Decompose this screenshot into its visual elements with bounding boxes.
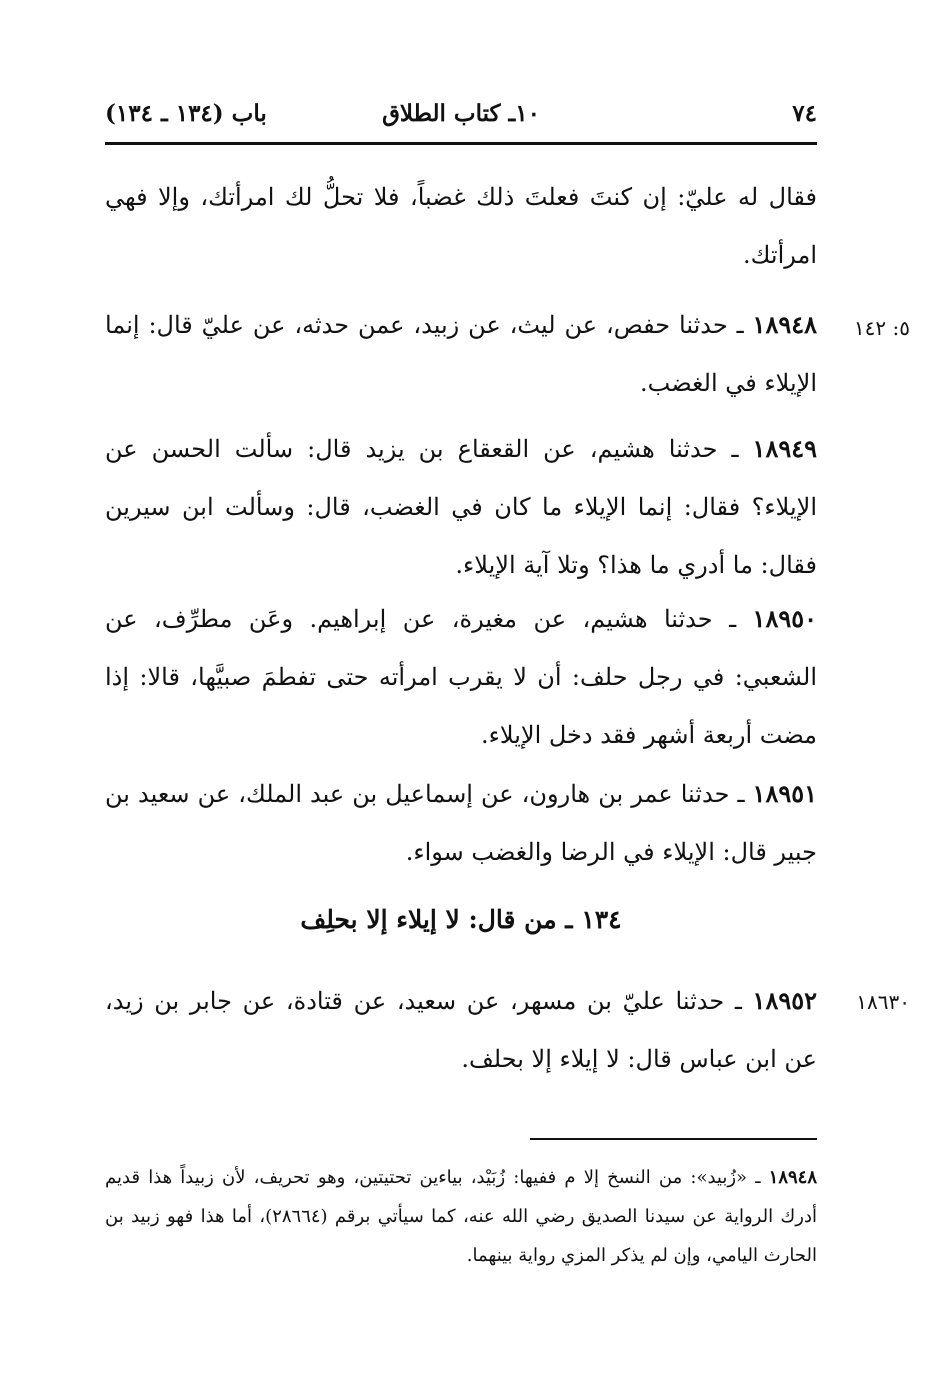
section-heading: ١٣٤ ـ من قال: لا إيلاء إلا بحلِف [300, 905, 622, 934]
intro-paragraph: فقال له عليّ: إن كنتَ فعلتَ ذلك غضباً، فلا تحلُّ لك امرأتك، وإلا فهي امرأتك. [105, 183, 817, 269]
hadith-number: ١٨٩٤٨ [752, 310, 817, 339]
hadith-entry [105, 765, 817, 881]
header-rule [105, 142, 817, 145]
hadith-entry [105, 420, 817, 594]
margin-reference: ٥: ١٤٢ [853, 316, 910, 340]
hadith-text: ـ حدثنا عليّ بن مسهر، عن سعيد، عن قتادة، عن جابر بن زيد، عن ابن عباس قال: لا إيلاء إلا بحلف. [105, 987, 817, 1073]
hadith-entry [105, 296, 817, 412]
book-title: ١٠ـ كتاب الطلاق [382, 100, 540, 127]
hadith-number: ١٨٩٥٢ [752, 986, 817, 1015]
hadith-entry [105, 972, 817, 1088]
page-number: ٧٤ [792, 100, 817, 127]
hadith-number: ١٨٩٤٩ [752, 434, 817, 463]
footnote-text: ـ «زُبيد»: من النسخ إلا م ففيها: زُبَيْد، بياءين تحتيتين، وهو تحريف، لأن زبيداً هذا قديم أدرك الرواية عن سيدنا الصديق رضي الله عنه، كما سيأتي برقم (٢٨٦٦٤)، أما هذا فهو زبيد بن الحارث اليامي، وإن لم يذكر المزي رواية بينهما. [105, 1167, 817, 1266]
hadith-text: ـ حدثنا هشيم، عن مغيرة، عن إبراهيم. وعَن مطرِّف، عن الشعبي: في رجل حلف: أن لا يقرب امرأته حتى تفطمَ صبيَّها، قالا: إذا مضت أربعة أشهر فقد دخل الإيلاء. [105, 605, 817, 749]
hadith-text: ـ حدثنا عمر بن هارون، عن إسماعيل بن عبد الملك، عن سعيد بن جبير قال: الإيلاء في الرضا والغضب سواء. [105, 780, 817, 866]
hadith-number: ١٨٩٥٠ [752, 604, 817, 633]
hadith-text: ـ حدثنا هشيم، عن القعقاع بن يزيد قال: سألت الحسن عن الإيلاء؟ فقال: إنما الإيلاء ما كان في الغضب، قال: وسألت ابن سيرين فقال: ما أدري ما هذا؟ وتلا آية الإيلاء. [105, 435, 817, 579]
page-header [105, 100, 817, 134]
hadith-entry [105, 590, 817, 764]
chapter-range: باب (١٣٤ ـ ١٣٤) [105, 100, 267, 127]
footnote-rule [530, 1138, 817, 1140]
margin-reference: ١٨٦٣٠ [856, 990, 910, 1014]
hadith-text: ـ حدثنا حفص، عن ليث، عن زبيد، عمن حدثه، عن عليّ قال: إنما الإيلاء في الغضب. [105, 311, 817, 397]
hadith-number: ١٨٩٥١ [752, 779, 817, 808]
footnote [105, 1158, 817, 1275]
footnote-number: ١٨٩٤٨ [768, 1167, 817, 1188]
